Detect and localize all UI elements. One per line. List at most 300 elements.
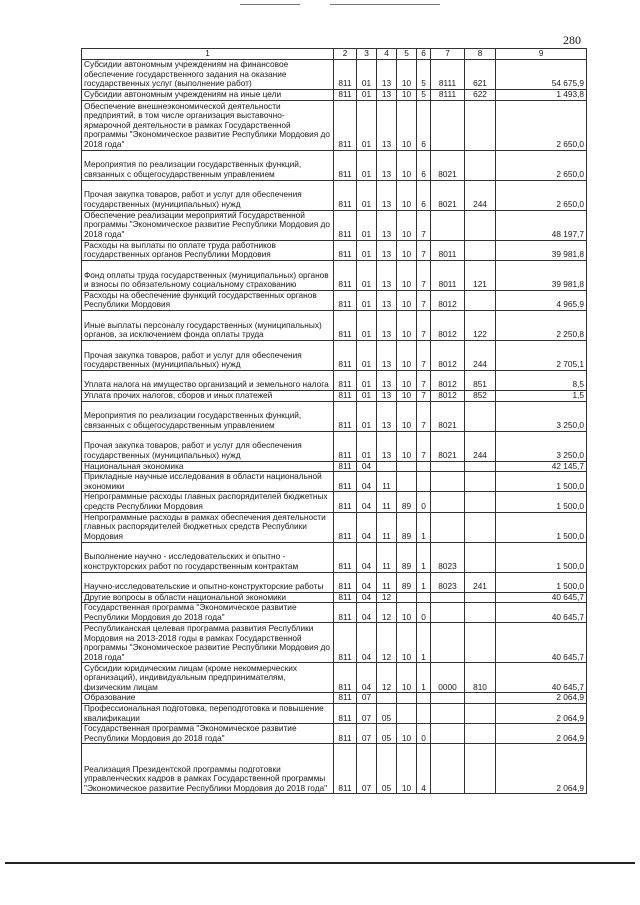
table-row xyxy=(82,572,587,592)
cell-program-code: 10 xyxy=(397,60,417,90)
cell-amount: 2 064,9 xyxy=(496,744,587,794)
cell-program-code: 10 xyxy=(397,431,417,461)
cell-expense-type-code xyxy=(465,623,496,663)
cell-program-code: 10 xyxy=(397,744,417,794)
cell-program-code: 10 xyxy=(397,240,417,260)
cell-amount: 2 650,0 xyxy=(496,150,587,180)
cell-expense-type-code: 244 xyxy=(465,431,496,461)
cell-expense-type-code: 621 xyxy=(465,60,496,90)
header-row xyxy=(82,49,587,60)
cell-subprogram-code: 0 xyxy=(417,492,431,512)
cell-amount: 2 064,9 xyxy=(496,693,587,704)
cell-subprogram-code: 6 xyxy=(417,180,431,210)
cell-program-code: 89 xyxy=(397,572,417,592)
cell-target-code: 8023 xyxy=(431,542,465,572)
cell-target-code: 8011 xyxy=(431,240,465,260)
cell-amount: 40 645,7 xyxy=(496,592,587,603)
row-name: Уплата налога на имущество организаций и земельного налога xyxy=(82,370,334,390)
cell-ministry-code: 811 xyxy=(334,431,357,461)
cell-target-code: 8012 xyxy=(431,370,465,390)
cell-target-code xyxy=(431,623,465,663)
budget-table xyxy=(81,48,587,794)
col-header: 2 xyxy=(334,49,357,60)
cell-amount: 1 500,0 xyxy=(496,512,587,542)
row-name: Мероприятия по реализации государственных функций, связанных с общегосударственным управлением xyxy=(82,150,334,180)
cell-expense-type-code xyxy=(465,240,496,260)
table-row xyxy=(82,390,587,401)
cell-subsection-code: 05 xyxy=(377,724,397,744)
cell-subprogram-code: 7 xyxy=(417,290,431,310)
cell-ministry-code: 811 xyxy=(334,703,357,723)
cell-target-code: 8021 xyxy=(431,150,465,180)
cell-subprogram-code: 5 xyxy=(417,90,431,101)
cell-ministry-code: 811 xyxy=(334,340,357,370)
cell-program-code: 10 xyxy=(397,100,417,150)
table-row xyxy=(82,210,587,240)
cell-subsection-code: 13 xyxy=(377,150,397,180)
cell-target-code: 8023 xyxy=(431,572,465,592)
cell-section-code: 01 xyxy=(357,260,377,290)
cell-subprogram-code: 7 xyxy=(417,310,431,340)
row-name: Расходы на обеспечение функций государственных органов Республики Мордовия xyxy=(82,290,334,310)
cell-subsection-code: 13 xyxy=(377,290,397,310)
cell-section-code: 01 xyxy=(357,401,377,431)
cell-ministry-code: 811 xyxy=(334,210,357,240)
row-name: Субсидии автономным учреждениям на иные цели xyxy=(82,90,334,101)
cell-program-code: 10 xyxy=(397,663,417,693)
table-row xyxy=(82,60,587,90)
row-name: Прикладные научные исследования в области национальной экономики xyxy=(82,472,334,492)
cell-ministry-code: 811 xyxy=(334,572,357,592)
cell-ministry-code: 811 xyxy=(334,150,357,180)
cell-subsection-code: 13 xyxy=(377,431,397,461)
cell-expense-type-code xyxy=(465,401,496,431)
cell-subsection-code: 11 xyxy=(377,472,397,492)
row-name: Выполнение научно - исследовательских и опытно - конструкторских работ по государственным контрактам xyxy=(82,542,334,572)
cell-ministry-code: 811 xyxy=(334,472,357,492)
cell-section-code: 01 xyxy=(357,390,377,401)
cell-program-code: 10 xyxy=(397,390,417,401)
cell-target-code: 8021 xyxy=(431,180,465,210)
col-header: 7 xyxy=(431,49,465,60)
cell-expense-type-code xyxy=(465,472,496,492)
cell-program-code: 10 xyxy=(397,180,417,210)
scan-artifact-line xyxy=(240,4,300,5)
table-row xyxy=(82,603,587,623)
cell-expense-type-code xyxy=(465,461,496,472)
cell-subsection-code: 11 xyxy=(377,512,397,542)
cell-subprogram-code: 6 xyxy=(417,150,431,180)
cell-section-code: 01 xyxy=(357,290,377,310)
cell-section-code: 01 xyxy=(357,431,377,461)
cell-ministry-code: 811 xyxy=(334,663,357,693)
cell-subprogram-code xyxy=(417,693,431,704)
cell-target-code: 8111 xyxy=(431,90,465,101)
cell-ministry-code: 811 xyxy=(334,240,357,260)
cell-ministry-code: 811 xyxy=(334,401,357,431)
table-row xyxy=(82,461,587,472)
cell-section-code: 07 xyxy=(357,703,377,723)
cell-subsection-code: 13 xyxy=(377,310,397,340)
cell-subsection-code: 13 xyxy=(377,370,397,390)
table-row xyxy=(82,512,587,542)
cell-target-code: 8111 xyxy=(431,60,465,90)
table-row xyxy=(82,310,587,340)
cell-subsection-code: 13 xyxy=(377,180,397,210)
cell-subprogram-code: 1 xyxy=(417,512,431,542)
cell-subsection-code: 13 xyxy=(377,100,397,150)
cell-program-code: 10 xyxy=(397,210,417,240)
cell-expense-type-code xyxy=(465,492,496,512)
cell-section-code: 04 xyxy=(357,663,377,693)
cell-ministry-code: 811 xyxy=(334,390,357,401)
cell-expense-type-code xyxy=(465,744,496,794)
cell-subsection-code: 12 xyxy=(377,603,397,623)
cell-target-code xyxy=(431,492,465,512)
cell-subsection-code: 13 xyxy=(377,240,397,260)
cell-ministry-code: 811 xyxy=(334,724,357,744)
row-name: Обеспечение внешнеэкономической деятельности предприятий, в том числе организация выставочно-ярмарочной деятельности в рамках Государственной программы "Экономическое развитие Республики Мордовия до 2018 года" xyxy=(82,100,334,150)
cell-expense-type-code xyxy=(465,703,496,723)
cell-subprogram-code: 1 xyxy=(417,623,431,663)
cell-amount: 1 500,0 xyxy=(496,542,587,572)
cell-program-code: 10 xyxy=(397,401,417,431)
cell-expense-type-code xyxy=(465,603,496,623)
cell-amount: 4 965,9 xyxy=(496,290,587,310)
cell-subsection-code: 12 xyxy=(377,592,397,603)
cell-program-code xyxy=(397,461,417,472)
cell-expense-type-code: 851 xyxy=(465,370,496,390)
cell-ministry-code: 811 xyxy=(334,512,357,542)
cell-program-code: 10 xyxy=(397,310,417,340)
cell-subsection-code: 12 xyxy=(377,623,397,663)
cell-expense-type-code xyxy=(465,693,496,704)
cell-amount: 39 981,8 xyxy=(496,260,587,290)
cell-program-code: 89 xyxy=(397,512,417,542)
cell-target-code xyxy=(431,210,465,240)
cell-subprogram-code: 7 xyxy=(417,240,431,260)
cell-subsection-code: 13 xyxy=(377,60,397,90)
cell-subprogram-code: 0 xyxy=(417,724,431,744)
cell-ministry-code: 811 xyxy=(334,693,357,704)
table-row xyxy=(82,703,587,723)
cell-amount: 2 250,8 xyxy=(496,310,587,340)
col-header: 4 xyxy=(377,49,397,60)
cell-section-code: 04 xyxy=(357,472,377,492)
cell-section-code: 07 xyxy=(357,744,377,794)
cell-subsection-code xyxy=(377,461,397,472)
cell-section-code: 01 xyxy=(357,340,377,370)
cell-expense-type-code: 122 xyxy=(465,310,496,340)
row-name: Непрограммные расходы в рамках обеспечения деятельности главных распорядителей бюджетных средств Республики Мордовия xyxy=(82,512,334,542)
cell-subsection-code: 11 xyxy=(377,572,397,592)
cell-target-code: 8021 xyxy=(431,401,465,431)
row-name: Научно-исследовательские и опытно-конструкторские работы xyxy=(82,572,334,592)
cell-subsection-code: 11 xyxy=(377,492,397,512)
cell-program-code: 10 xyxy=(397,603,417,623)
cell-ministry-code: 811 xyxy=(334,100,357,150)
cell-ministry-code: 811 xyxy=(334,90,357,101)
table-row xyxy=(82,592,587,603)
cell-amount: 2 650,0 xyxy=(496,100,587,150)
cell-section-code: 04 xyxy=(357,492,377,512)
scan-artifact-line xyxy=(330,4,440,5)
cell-target-code xyxy=(431,461,465,472)
table-row xyxy=(82,401,587,431)
cell-subsection-code: 13 xyxy=(377,390,397,401)
cell-subsection-code: 13 xyxy=(377,401,397,431)
cell-program-code: 10 xyxy=(397,623,417,663)
cell-expense-type-code xyxy=(465,724,496,744)
row-name: Обеспечение реализации мероприятий Государственной программы "Экономическое развитие Республики Мордовия до 2018 года" xyxy=(82,210,334,240)
cell-expense-type-code: 241 xyxy=(465,572,496,592)
cell-subsection-code: 13 xyxy=(377,260,397,290)
row-name: Прочая закупка товаров, работ и услуг для обеспечения государственных (муниципальных) нужд xyxy=(82,340,334,370)
cell-target-code: 8012 xyxy=(431,290,465,310)
cell-expense-type-code xyxy=(465,542,496,572)
cell-subsection-code: 05 xyxy=(377,703,397,723)
cell-ministry-code: 811 xyxy=(334,180,357,210)
cell-ministry-code: 811 xyxy=(334,461,357,472)
cell-program-code: 10 xyxy=(397,290,417,310)
cell-expense-type-code xyxy=(465,100,496,150)
cell-expense-type-code xyxy=(465,210,496,240)
table-row xyxy=(82,472,587,492)
cell-expense-type-code xyxy=(465,512,496,542)
cell-section-code: 04 xyxy=(357,603,377,623)
cell-target-code xyxy=(431,512,465,542)
col-header: 1 xyxy=(82,49,334,60)
cell-subprogram-code: 1 xyxy=(417,663,431,693)
cell-expense-type-code xyxy=(465,290,496,310)
table-row xyxy=(82,623,587,663)
cell-section-code: 04 xyxy=(357,623,377,663)
cell-amount: 2 064,9 xyxy=(496,703,587,723)
cell-section-code: 01 xyxy=(357,180,377,210)
row-name: Иные выплаты персоналу государственных (муниципальных) органов, за исключением фонда оплаты труда xyxy=(82,310,334,340)
row-name: Профессиональная подготовка, переподготовка и повышение квалификации xyxy=(82,703,334,723)
cell-amount: 1 500,0 xyxy=(496,572,587,592)
cell-subprogram-code: 7 xyxy=(417,370,431,390)
cell-amount: 3 250,0 xyxy=(496,431,587,461)
cell-section-code: 04 xyxy=(357,592,377,603)
cell-ministry-code: 811 xyxy=(334,370,357,390)
cell-amount: 2 650,0 xyxy=(496,180,587,210)
cell-section-code: 04 xyxy=(357,512,377,542)
page-bottom-rule xyxy=(5,862,635,864)
cell-ministry-code: 811 xyxy=(334,603,357,623)
cell-expense-type-code: 852 xyxy=(465,390,496,401)
table-row xyxy=(82,180,587,210)
cell-expense-type-code: 622 xyxy=(465,90,496,101)
cell-section-code: 01 xyxy=(357,60,377,90)
cell-section-code: 01 xyxy=(357,370,377,390)
cell-target-code: 8012 xyxy=(431,340,465,370)
table-row xyxy=(82,240,587,260)
table-row xyxy=(82,150,587,180)
cell-section-code: 01 xyxy=(357,310,377,340)
cell-ministry-code: 811 xyxy=(334,492,357,512)
cell-program-code: 89 xyxy=(397,542,417,572)
row-name: Прочая закупка товаров, работ и услуг для обеспечения государственных (муниципальных) нужд xyxy=(82,180,334,210)
cell-subsection-code: 13 xyxy=(377,90,397,101)
cell-amount: 2 064,9 xyxy=(496,724,587,744)
cell-subprogram-code xyxy=(417,592,431,603)
row-name: Другие вопросы в области национальной экономики xyxy=(82,592,334,603)
cell-subsection-code: 11 xyxy=(377,542,397,572)
cell-program-code: 10 xyxy=(397,150,417,180)
table-row xyxy=(82,90,587,101)
cell-program-code: 10 xyxy=(397,340,417,370)
cell-section-code: 01 xyxy=(357,100,377,150)
cell-ministry-code: 811 xyxy=(334,260,357,290)
cell-target-code: 8021 xyxy=(431,431,465,461)
cell-subprogram-code: 0 xyxy=(417,603,431,623)
col-header: 6 xyxy=(417,49,431,60)
row-name: Республиканская целевая программа развития Республики Мордовия на 2013-2018 годы в рамках Государственной программы "Экономическое развитие Республики Мордовия до 2018 года" xyxy=(82,623,334,663)
cell-amount: 1 500,0 xyxy=(496,472,587,492)
cell-program-code: 10 xyxy=(397,370,417,390)
row-name: Образование xyxy=(82,693,334,704)
cell-expense-type-code: 810 xyxy=(465,663,496,693)
cell-expense-type-code xyxy=(465,150,496,180)
cell-amount: 42 145,7 xyxy=(496,461,587,472)
table-row xyxy=(82,724,587,744)
cell-target-code xyxy=(431,724,465,744)
cell-subsection-code: 13 xyxy=(377,210,397,240)
cell-program-code: 10 xyxy=(397,90,417,101)
cell-target-code xyxy=(431,472,465,492)
table-row xyxy=(82,693,587,704)
table-row xyxy=(82,370,587,390)
row-name: Реализация Президентской программы подготовки управленческих кадров в рамках Государственной программы "Экономическое развитие Республики Мордовия до 2018 года" xyxy=(82,744,334,794)
cell-expense-type-code: 244 xyxy=(465,340,496,370)
table-row xyxy=(82,663,587,693)
cell-program-code xyxy=(397,472,417,492)
cell-target-code xyxy=(431,603,465,623)
cell-ministry-code: 811 xyxy=(334,290,357,310)
cell-subprogram-code xyxy=(417,461,431,472)
cell-target-code: 8012 xyxy=(431,390,465,401)
table-row xyxy=(82,492,587,512)
cell-ministry-code: 811 xyxy=(334,60,357,90)
cell-expense-type-code: 121 xyxy=(465,260,496,290)
table-row xyxy=(82,290,587,310)
cell-target-code: 0000 xyxy=(431,663,465,693)
row-name: Государственная программа "Экономическое развитие Республики Мордовия до 2018 года" xyxy=(82,603,334,623)
cell-subprogram-code: 7 xyxy=(417,431,431,461)
cell-target-code: 8011 xyxy=(431,260,465,290)
cell-subprogram-code: 1 xyxy=(417,572,431,592)
table-row xyxy=(82,340,587,370)
cell-expense-type-code xyxy=(465,592,496,603)
cell-amount: 54 675,9 xyxy=(496,60,587,90)
cell-subprogram-code: 6 xyxy=(417,100,431,150)
cell-target-code xyxy=(431,100,465,150)
cell-subprogram-code xyxy=(417,703,431,723)
row-name: Фонд оплаты труда государственных (муниципальных) органов и взносы по обязательному социальному страхованию xyxy=(82,260,334,290)
cell-amount: 1,5 xyxy=(496,390,587,401)
cell-section-code: 01 xyxy=(357,240,377,260)
cell-subsection-code: 12 xyxy=(377,663,397,693)
cell-subprogram-code: 4 xyxy=(417,744,431,794)
row-name: Расходы на выплаты по оплате труда работников государственных органов Республики Мордовия xyxy=(82,240,334,260)
table-row xyxy=(82,100,587,150)
cell-target-code xyxy=(431,592,465,603)
cell-program-code: 89 xyxy=(397,492,417,512)
cell-amount: 39 981,8 xyxy=(496,240,587,260)
cell-amount: 40 645,7 xyxy=(496,663,587,693)
cell-program-code xyxy=(397,592,417,603)
cell-section-code: 01 xyxy=(357,150,377,180)
cell-amount: 3 250,0 xyxy=(496,401,587,431)
cell-section-code: 04 xyxy=(357,461,377,472)
row-name: Уплата прочих налогов, сборов и иных платежей xyxy=(82,390,334,401)
cell-section-code: 04 xyxy=(357,572,377,592)
cell-amount: 2 705,1 xyxy=(496,340,587,370)
cell-amount: 8,5 xyxy=(496,370,587,390)
table-row xyxy=(82,542,587,572)
page-number: 280 xyxy=(563,33,581,47)
cell-target-code: 8012 xyxy=(431,310,465,340)
row-name: Национальная экономика xyxy=(82,461,334,472)
table-row xyxy=(82,431,587,461)
cell-target-code xyxy=(431,693,465,704)
cell-subsection-code: 13 xyxy=(377,340,397,370)
cell-section-code: 01 xyxy=(357,90,377,101)
cell-amount: 1 500,0 xyxy=(496,492,587,512)
cell-ministry-code: 811 xyxy=(334,310,357,340)
cell-subprogram-code: 5 xyxy=(417,60,431,90)
row-name: Субсидии юридическим лицам (кроме некоммерческих организаций), индивидуальным предпринимателям, физическим лицам xyxy=(82,663,334,693)
row-name: Прочая закупка товаров, работ и услуг для обеспечения государственных (муниципальных) нужд xyxy=(82,431,334,461)
cell-ministry-code: 811 xyxy=(334,542,357,572)
cell-subprogram-code: 7 xyxy=(417,210,431,240)
cell-program-code: 10 xyxy=(397,260,417,290)
cell-subsection-code: 05 xyxy=(377,744,397,794)
cell-subprogram-code: 1 xyxy=(417,542,431,572)
cell-ministry-code: 811 xyxy=(334,592,357,603)
row-name: Государственная программа "Экономическое развитие Республики Мордовия до 2018 года" xyxy=(82,724,334,744)
cell-program-code xyxy=(397,693,417,704)
cell-section-code: 07 xyxy=(357,724,377,744)
row-name: Субсидии автономным учреждениям на финансовое обеспечение государственного задания на оказание государственных услуг (выполнение работ) xyxy=(82,60,334,90)
cell-subprogram-code: 7 xyxy=(417,340,431,370)
cell-subprogram-code: 7 xyxy=(417,401,431,431)
cell-amount: 40 645,7 xyxy=(496,603,587,623)
cell-subprogram-code: 7 xyxy=(417,390,431,401)
cell-amount: 40 645,7 xyxy=(496,623,587,663)
cell-subprogram-code xyxy=(417,472,431,492)
cell-ministry-code: 811 xyxy=(334,744,357,794)
cell-subsection-code xyxy=(377,693,397,704)
col-header: 5 xyxy=(397,49,417,60)
table-row xyxy=(82,260,587,290)
cell-program-code: 10 xyxy=(397,724,417,744)
cell-amount: 1 493,8 xyxy=(496,90,587,101)
row-name: Мероприятия по реализации государственных функций, связанных с общегосударственным управлением xyxy=(82,401,334,431)
col-header: 3 xyxy=(357,49,377,60)
cell-target-code xyxy=(431,703,465,723)
col-header: 8 xyxy=(465,49,496,60)
cell-subprogram-code: 7 xyxy=(417,260,431,290)
cell-amount: 48 197,7 xyxy=(496,210,587,240)
row-name: Непрограммные расходы главных распорядителей бюджетных средств Республики Мордовия xyxy=(82,492,334,512)
cell-section-code: 01 xyxy=(357,210,377,240)
cell-ministry-code: 811 xyxy=(334,623,357,663)
col-header: 9 xyxy=(496,49,587,60)
cell-target-code xyxy=(431,744,465,794)
